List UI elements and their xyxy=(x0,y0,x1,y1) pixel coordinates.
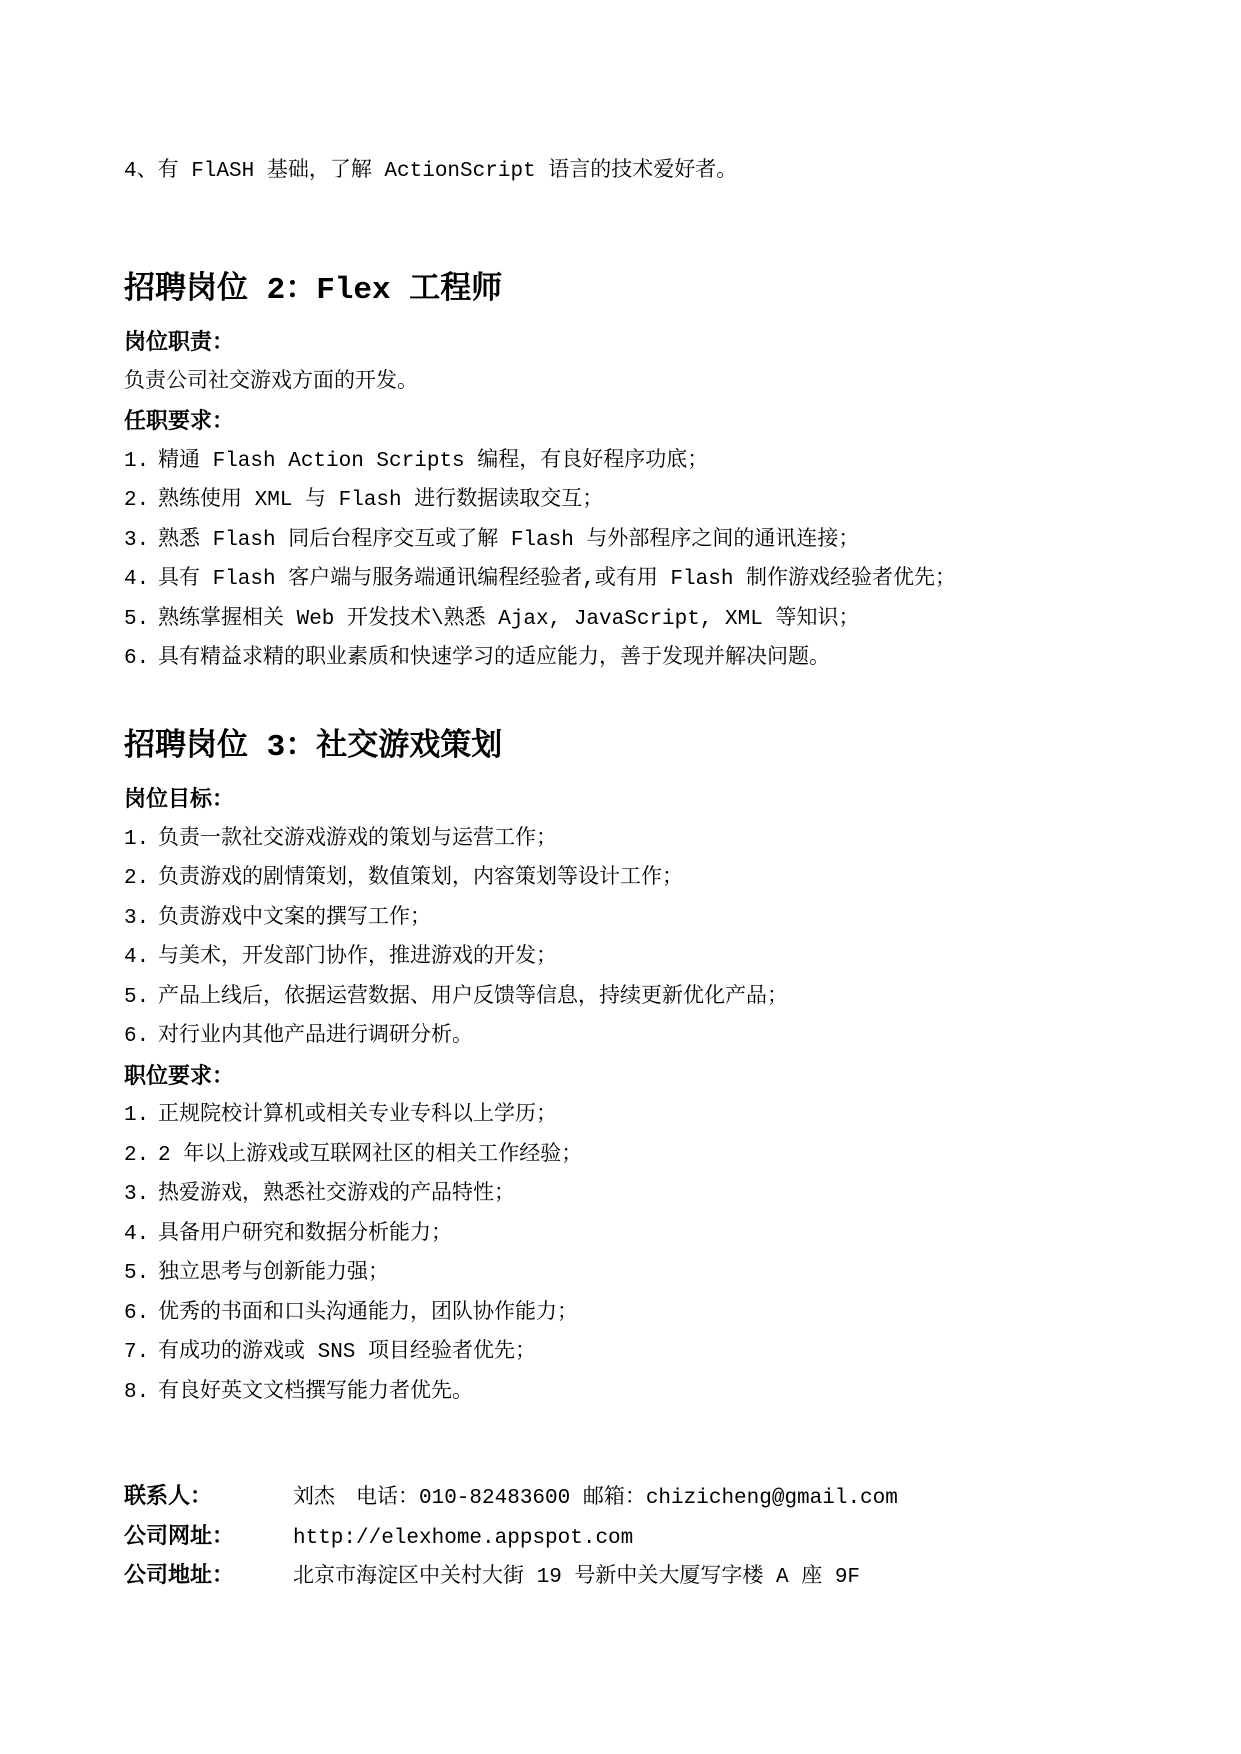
list-item xyxy=(124,600,1124,640)
list-text: 精通 Flash Action Scripts 编程，有良好程序功底； xyxy=(158,449,709,473)
list-item xyxy=(124,1373,1124,1413)
contact-label: 公司地址： xyxy=(124,1563,235,1588)
list-number: 7. xyxy=(124,1341,150,1364)
list-item xyxy=(124,639,1124,679)
list-number: 3. xyxy=(124,906,150,930)
list-text: 有良好英文文档撰写能力者优先。 xyxy=(158,1380,473,1404)
list-item xyxy=(124,1096,1124,1136)
list-text: 优秀的书面和口头沟通能力，团队协作能力； xyxy=(158,1301,578,1325)
list-number: 2. xyxy=(124,1143,150,1167)
list-item xyxy=(124,1215,1124,1255)
list-number: 3. xyxy=(124,1183,150,1206)
list-number: 3. xyxy=(124,528,150,552)
list-text: 具有精益求精的职业素质和快速学习的适应能力，善于发现并解决问题。 xyxy=(158,647,830,670)
list-text: 负责一款社交游戏游戏的策划与运营工作； xyxy=(158,827,557,851)
list-number: 5. xyxy=(124,1262,150,1285)
section-heading-requirements: 任职要求： xyxy=(124,409,235,434)
list-text: 2 年以上游戏或互联网社区的相关工作经验； xyxy=(158,1143,583,1167)
list-text: 熟练掌握相关 Web 开发技术\熟悉 Ajax, JavaScript, XML 等知识； xyxy=(158,607,860,631)
list-number: 4. xyxy=(124,1222,150,1246)
section-heading-goals: 岗位目标： xyxy=(124,787,235,812)
list-number: 4. xyxy=(124,946,150,969)
list-text: 正规院校计算机或相关专业专科以上学历； xyxy=(158,1104,557,1127)
contact-label: 公司网址： xyxy=(124,1523,235,1549)
list-number: 4. xyxy=(124,568,150,591)
section-heading-duties: 岗位职责： xyxy=(124,330,235,355)
list-number: 1. xyxy=(124,827,150,851)
list-text: 产品上线后，依据运营数据、用户反馈等信息，持续更新优化产品； xyxy=(158,985,788,1009)
list-text: 与美术，开发部门协作，推进游戏的开发； xyxy=(158,946,557,969)
contact-label: 联系人： xyxy=(124,1484,213,1509)
list-item xyxy=(124,1017,1124,1057)
list-item xyxy=(124,560,1124,600)
position-title: 招聘岗位 3：社交游戏策划 xyxy=(124,730,503,765)
list-item xyxy=(124,1136,1124,1176)
list-item xyxy=(124,1254,1124,1294)
list-text: 热爱游戏，熟悉社交游戏的产品特性； xyxy=(158,1183,515,1206)
position-section-game-designer xyxy=(124,723,1124,1412)
duties-paragraph: 负责公司社交游戏方面的开发。 xyxy=(124,370,418,394)
website-url: http://elexhome.appspot.com xyxy=(293,1526,634,1550)
contact-row-person xyxy=(124,1477,1124,1517)
contact-info xyxy=(124,1477,1124,1596)
list-text: 熟悉 Flash 同后台程序交互或了解 Flash 与外部程序之间的通讯连接； xyxy=(158,528,860,552)
list-number: 1. xyxy=(124,1104,150,1127)
list-number: 5. xyxy=(124,985,150,1009)
list-item xyxy=(124,442,1124,482)
list-number: 1. xyxy=(124,449,150,473)
list-item xyxy=(124,1333,1124,1373)
list-text: 具有 Flash 客户端与服务端通讯编程经验者,或有用 Flash 制作游戏经验者优先； xyxy=(158,568,957,591)
list-text: 负责游戏中文案的撰写工作； xyxy=(158,906,431,930)
contact-row-address xyxy=(124,1556,1124,1596)
list-number: 6. xyxy=(124,1301,150,1325)
list-number: 2. xyxy=(124,867,150,890)
address-value: 北京市海淀区中关村大街 19 号新中关大厦写字楼 A 座 9F xyxy=(293,1566,861,1589)
list-item xyxy=(124,481,1124,521)
list-number: 2. xyxy=(124,489,150,512)
list-text: 有成功的游戏或 SNS 项目经验者优先； xyxy=(158,1341,537,1364)
list-item xyxy=(124,1175,1124,1215)
list-text: 具备用户研究和数据分析能力； xyxy=(158,1222,452,1246)
contact-value: 刘杰 电话：010-82483600 邮箱：chizicheng@gmail.com xyxy=(293,1487,898,1510)
contact-row-website xyxy=(124,1517,1124,1557)
position-title: 招聘岗位 2：Flex 工程师 xyxy=(124,273,503,308)
list-item xyxy=(124,521,1124,561)
list-item xyxy=(124,859,1124,899)
list-text: 负责游戏的剧情策划，数值策划，内容策划等设计工作； xyxy=(158,867,683,890)
list-text: 对行业内其他产品进行调研分析。 xyxy=(158,1025,473,1048)
position-section-flex-engineer xyxy=(124,266,1124,679)
section-heading-job-requirements: 职位要求： xyxy=(124,1063,235,1089)
list-text: 熟练使用 XML 与 Flash 进行数据读取交互； xyxy=(158,489,604,512)
list-number: 6. xyxy=(124,647,150,670)
list-number: 5. xyxy=(124,607,150,631)
list-text: 独立思考与创新能力强； xyxy=(158,1262,389,1285)
list-number: 6. xyxy=(124,1025,150,1048)
intro-line: 4、有 FlASH 基础，了解 ActionScript 语言的技术爱好者。 xyxy=(124,160,738,183)
list-item xyxy=(124,938,1124,978)
list-item xyxy=(124,820,1124,860)
list-item xyxy=(124,978,1124,1018)
list-item xyxy=(124,1294,1124,1334)
list-number: 8. xyxy=(124,1380,150,1404)
list-item xyxy=(124,899,1124,939)
